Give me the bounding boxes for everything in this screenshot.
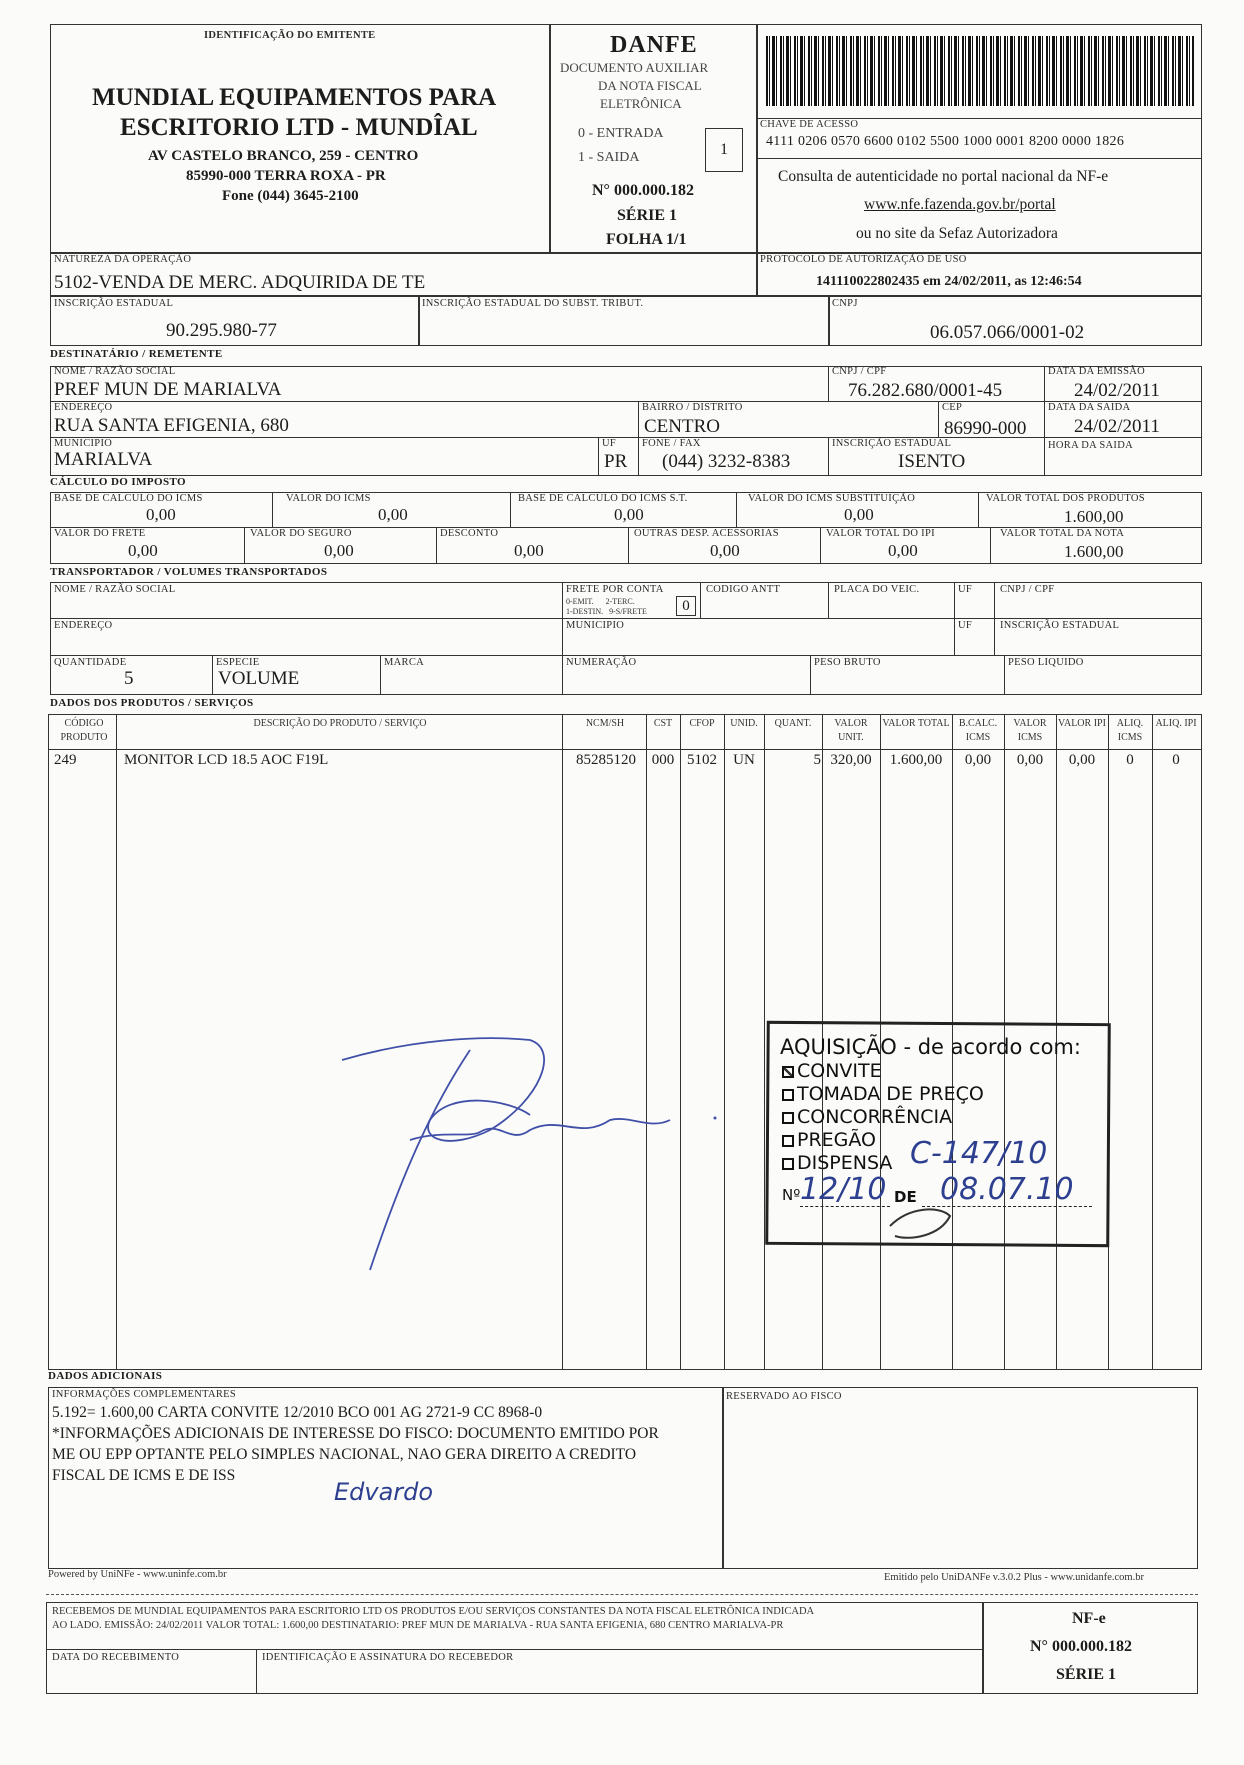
col-vunit: VALOR UNIT. (834, 718, 868, 743)
info-line-4: FISCAL DE ICMS E DE ISS (52, 1467, 236, 1484)
ipi: 0,00 (888, 541, 918, 560)
transp-antt-label: CODIGO ANTT (706, 584, 781, 595)
info-label: INFORMAÇÕES COMPLEMENTARES (52, 1389, 237, 1400)
frete-label: VALOR DO FRETE (54, 528, 146, 539)
canhoto-ident-label: IDENTIFICAÇÃO E ASSINATURA DO RECEBEDOR (262, 1652, 514, 1663)
cnpj-value: 06.057.066/0001-02 (930, 322, 1085, 343)
stamp-num: 12/10 (800, 1172, 887, 1207)
emitente-name-line1: MUNDIAL EQUIPAMENTOS PARA (92, 84, 497, 111)
danfe-subtitle-2: DA NOTA FISCAL (598, 78, 702, 93)
col-ncm: NCM/SH (585, 718, 625, 729)
dest-fone-label: FONE / FAX (642, 438, 701, 449)
dest-uf-label: UF (602, 438, 617, 449)
table-column-divider (116, 714, 117, 1370)
natureza-label: NATUREZA DA OPERAÇÃO (54, 254, 192, 265)
info-line-3: ME OU EPP OPTANTE PELO SIMPLES NACIONAL, NAO GERA DIREITO A CREDITO (52, 1446, 637, 1463)
consulta-text-1: Consulta de autenticidade no portal nacional da NF-e (778, 168, 1109, 185)
transp-frete-value-box (676, 596, 696, 616)
outras: 0,00 (710, 541, 740, 560)
cell-vunit: 320,00 (830, 752, 872, 768)
transp-frete-opts-1: 0-EMIT. 2-TERC. (566, 597, 635, 606)
col-cst: CST (653, 718, 673, 729)
outras-label: OUTRAS DESP. ACESSORIAS (634, 528, 779, 539)
stamp-opt1 (782, 1060, 882, 1082)
stamp-opt3 (782, 1106, 952, 1128)
dest-ie: ISENTO (898, 451, 966, 472)
protocolo-label: PROTOCOLO DE AUTORIZAÇÃO DE USO (760, 254, 967, 265)
v-icms-label: VALOR DO ICMS (286, 493, 371, 504)
dest-emissao-label: DATA DA EMISSÃO (1048, 366, 1146, 377)
dest-municipio: MARIALVA (54, 449, 153, 470)
dest-nome: PREF MUN DE MARIALVA (54, 379, 282, 400)
transp-numeracao-label: NUMERAÇÃO (566, 657, 637, 668)
dest-bairro-label: BAIRRO / DISTRITO (642, 402, 743, 413)
canhoto-serie: SÉRIE 1 (1056, 1666, 1117, 1683)
col-codigo: CÓDIGO PRODUTO (60, 718, 108, 743)
transp-bruto-label: PESO BRUTO (814, 657, 881, 668)
adicionais-section: DADOS ADICIONAIS (48, 1370, 163, 1382)
produtos-section: DADOS DOS PRODUTOS / SERVIÇOS (50, 697, 254, 709)
dest-cnpj: 76.282.680/0001-45 (848, 380, 1003, 401)
cell-vicms: 0,00 (1016, 752, 1044, 768)
col-aliqipi: ALIQ. IPI (1155, 718, 1197, 729)
footer-powered: Powered by UniNFe - www.uninfe.com.br (48, 1569, 227, 1580)
col-descricao: DESCRIÇÃO DO PRODUTO / SERVIÇO (253, 718, 427, 729)
danfe-subtitle-1: DOCUMENTO AUXILIAR (560, 60, 709, 75)
stamp-opt2-label: TOMADA DE PREÇO (797, 1083, 984, 1105)
canhoto-text-2: AO LADO. EMISSÃO: 24/02/2011 VALOR TOTAL: 1.600,00 DESTINATARIO: PREF MUN DE MARIALVA - RUA SANTA EFIGENIA, 680 CENTRO MARIALVA-PR (52, 1620, 784, 1631)
transp-qtd-label: QUANTIDADE (54, 657, 127, 668)
consulta-url[interactable]: www.nfe.fazenda.gov.br/portal (864, 196, 1056, 213)
transp-liquido-label: PESO LIQUIDO (1008, 657, 1084, 668)
transp-cnpj-label: CNPJ / CPF (1000, 584, 1055, 595)
danfe-folha: FOLHA 1/1 (606, 231, 687, 248)
col-cfop: CFOP (689, 718, 715, 729)
cut-line (46, 1594, 1198, 1595)
dest-nome-label: NOME / RAZÃO SOCIAL (54, 366, 176, 377)
dest-cep-label: CEP (942, 402, 963, 413)
info-handwritten: Edvardo (334, 1478, 434, 1506)
dest-ie-label: INSCRIÇÃO ESTADUAL (832, 438, 952, 449)
cell-ncm: 85285120 (576, 752, 636, 768)
bc-icms-label: BASE DE CALCULO DO ICMS (54, 493, 203, 504)
frete: 0,00 (128, 541, 158, 560)
ie-label: INSCRIÇÃO ESTADUAL (54, 298, 174, 309)
checkbox-icon (782, 1158, 794, 1170)
emitente-label: IDENTIFICAÇÃO DO EMITENTE (204, 30, 376, 41)
danfe-tipo-box (705, 128, 743, 172)
col-unid: UNID. (730, 718, 758, 729)
transp-frete-label: FRETE POR CONTA (566, 584, 664, 595)
canhoto-nfe: NF-e (1072, 1610, 1106, 1627)
transp-qtd: 5 (124, 668, 134, 689)
v-st-label: VALOR DO ICMS SUBSTITUIÇÃO (748, 493, 916, 504)
dest-endereco-label: ENDEREÇO (54, 402, 113, 413)
stamp-handwritten-ref: C-147/10 (910, 1136, 1048, 1171)
danfe-title: DANFE (610, 32, 698, 58)
transp-placa-label: PLACA DO VEIC. (834, 584, 920, 595)
transp-ie-label: INSCRIÇÃO ESTADUAL (1000, 620, 1120, 631)
transp-especie: VOLUME (218, 668, 300, 689)
v-nota-label: VALOR TOTAL DA NOTA (1000, 528, 1125, 539)
emitente-phone: Fone (044) 3645-2100 (222, 188, 359, 204)
dest-bairro: CENTRO (644, 416, 720, 437)
col-aliqicms: ALIQ. ICMS (1116, 718, 1144, 743)
cnpj-label: CNPJ (832, 298, 858, 309)
stamp-opt5 (782, 1152, 892, 1174)
col-quant: QUANT. (774, 718, 812, 729)
stamp-opt4-label: PREGÃO (797, 1129, 877, 1151)
cell-aliqipi: 0 (1172, 752, 1180, 768)
protocolo-value: 141110022802435 em 24/02/2011, as 12:46:54 (816, 274, 1082, 289)
stamp-opt4 (782, 1129, 876, 1151)
ie-st-label: INSCRIÇÃO ESTADUAL DO SUBST. TRIBUT. (422, 298, 644, 309)
cell-cst: 000 (651, 752, 675, 768)
dest-municipio-label: MUNICIPIO (54, 438, 113, 449)
transp-uf-label: UF (958, 584, 973, 595)
danfe-tipo: 1 (720, 141, 728, 158)
stamp-scribble (880, 1196, 970, 1246)
reservado-box (722, 1387, 1198, 1569)
col-vtotal: VALOR TOTAL (882, 718, 950, 729)
cell-codigo: 249 (54, 752, 77, 768)
v-icms: 0,00 (378, 505, 408, 524)
canhoto-numero: N° 000.000.182 (1030, 1638, 1132, 1655)
transp-municipio-label: MUNICIPIO (566, 620, 625, 631)
ipi-label: VALOR TOTAL DO IPI (826, 528, 935, 539)
seguro-label: VALOR DO SEGURO (250, 528, 352, 539)
dest-saida-label: DATA DA SAIDA (1048, 402, 1131, 413)
desconto: 0,00 (514, 541, 544, 560)
dest-hora-label: HORA DA SAIDA (1048, 440, 1133, 451)
v-prod-label: VALOR TOTAL DOS PRODUTOS (986, 493, 1145, 504)
cell-bcicms: 0,00 (964, 752, 992, 768)
seguro: 0,00 (324, 541, 354, 560)
transp-marca-label: MARCA (384, 657, 425, 668)
bc-st-label: BASE DE CALCULO DO ICMS S.T. (518, 493, 688, 504)
transp-frete-value: 0 (682, 598, 690, 614)
dest-saida: 24/02/2011 (1074, 416, 1160, 437)
transp-frete-opts-2: 1-DESTIN. 9-S/FRETE (566, 607, 647, 616)
dest-emissao: 24/02/2011 (1074, 380, 1160, 401)
canhoto-text-1: RECEBEMOS DE MUNDIAL EQUIPAMENTOS PARA ESCRITORIO LTD OS PRODUTOS E/OU SERVIÇOS CONSTANTES DA NOTA FISCAL ELETRÔNICA INDICADA (52, 1606, 815, 1617)
chave-value: 4111 0206 0570 6600 0102 5500 1000 0001 8200 0000 1826 (766, 134, 1125, 149)
danfe-numero: N° 000.000.182 (592, 182, 694, 199)
transportador-section: TRANSPORTADOR / VOLUMES TRANSPORTADOS (50, 566, 328, 578)
checkbox-icon (782, 1135, 794, 1147)
stamp-opt3-label: CONCORRÊNCIA (797, 1106, 953, 1128)
chave-label: CHAVE DE ACESSO (760, 119, 859, 130)
consulta-text-2: ou no site da Sefaz Autorizadora (856, 225, 1058, 242)
transp-uf2-label: UF (958, 620, 973, 631)
dest-uf: PR (604, 451, 628, 472)
col-vipi: VALOR IPI (1058, 718, 1106, 729)
destinatario-section: DESTINATÁRIO / REMETENTE (50, 348, 223, 360)
reservado-label: RESERVADO AO FISCO (726, 1391, 842, 1402)
cell-aliqicms: 0 (1126, 752, 1134, 768)
dest-fone: (044) 3232-8383 (662, 451, 791, 472)
v-prod: 1.600,00 (1064, 507, 1124, 526)
info-line-2: *INFORMAÇÕES ADICIONAIS DE INTERESSE DO FISCO: DOCUMENTO EMITIDO POR (52, 1425, 659, 1442)
checkbox-icon (782, 1112, 794, 1124)
natureza-value: 5102-VENDA DE MERC. ADQUIRIDA DE TE (54, 272, 426, 293)
stamp-title: AQUISIÇÃO - de acordo com: (780, 1035, 1081, 1059)
transp-endereco-label: ENDEREÇO (54, 620, 113, 631)
transp-especie-label: ESPECIE (216, 657, 260, 668)
ie-value: 90.295.980-77 (166, 320, 277, 341)
table-column-divider (764, 714, 765, 1370)
dest-cep: 86990-000 (944, 418, 1027, 439)
bc-icms: 0,00 (146, 505, 176, 524)
checkbox-checked-icon (782, 1066, 794, 1078)
emitente-address: AV CASTELO BRANCO, 259 - CENTRO (148, 148, 419, 164)
stamp-num-prefix: Nº (782, 1186, 801, 1204)
stamp-opt2 (782, 1083, 984, 1105)
cell-quant: 5 (813, 752, 821, 768)
transp-nome-label: NOME / RAZÃO SOCIAL (54, 584, 176, 595)
stamp-date: 08.07.10 (940, 1172, 1074, 1207)
danfe-subtitle-3: ELETRÔNICA (600, 96, 682, 111)
footer-emitido: Emitido pelo UniDANFe v.3.0.2 Plus - www.unidanfe.com.br (884, 1572, 1144, 1583)
cell-descricao: MONITOR LCD 18.5 AOC F19L (124, 752, 329, 768)
danfe-serie: SÉRIE 1 (617, 207, 678, 224)
emitente-city: 85990-000 TERRA ROXA - PR (186, 168, 386, 184)
dest-cnpj-label: CNPJ / CPF (832, 366, 887, 377)
stamp-opt5-label: DISPENSA (797, 1152, 893, 1174)
cell-vtotal: 1.600,00 (889, 752, 943, 768)
stamp-de: DE (894, 1188, 917, 1206)
bc-st: 0,00 (614, 505, 644, 524)
cell-unid: UN (733, 752, 755, 768)
danfe-entrada: 0 - ENTRADA (578, 126, 664, 141)
checkbox-icon (782, 1089, 794, 1101)
stamp-opt1-label: CONVITE (797, 1060, 882, 1082)
desconto-label: DESCONTO (440, 528, 499, 539)
cell-vipi: 0,00 (1068, 752, 1096, 768)
cell-cfop: 5102 (687, 752, 717, 768)
signature (330, 1020, 730, 1280)
col-vicms: VALOR ICMS (1013, 718, 1047, 743)
imposto-section: CÁLCULO DO IMPOSTO (50, 476, 186, 488)
canhoto-data-label: DATA DO RECEBIMENTO (52, 1652, 180, 1663)
barcode (766, 36, 1194, 106)
v-nota: 1.600,00 (1064, 542, 1124, 561)
table-column-divider (1152, 714, 1153, 1370)
dest-endereco: RUA SANTA EFIGENIA, 680 (54, 415, 289, 436)
v-st: 0,00 (844, 505, 874, 524)
danfe-saida: 1 - SAIDA (578, 150, 640, 165)
emitente-name-line2: ESCRITORIO LTD - MUNDÎAL (120, 114, 478, 141)
col-bcicms: B.CALC. ICMS (958, 718, 998, 743)
info-line-1: 5.192= 1.600,00 CARTA CONVITE 12/2010 BCO 001 AG 2721-9 CC 8968-0 (52, 1404, 543, 1421)
